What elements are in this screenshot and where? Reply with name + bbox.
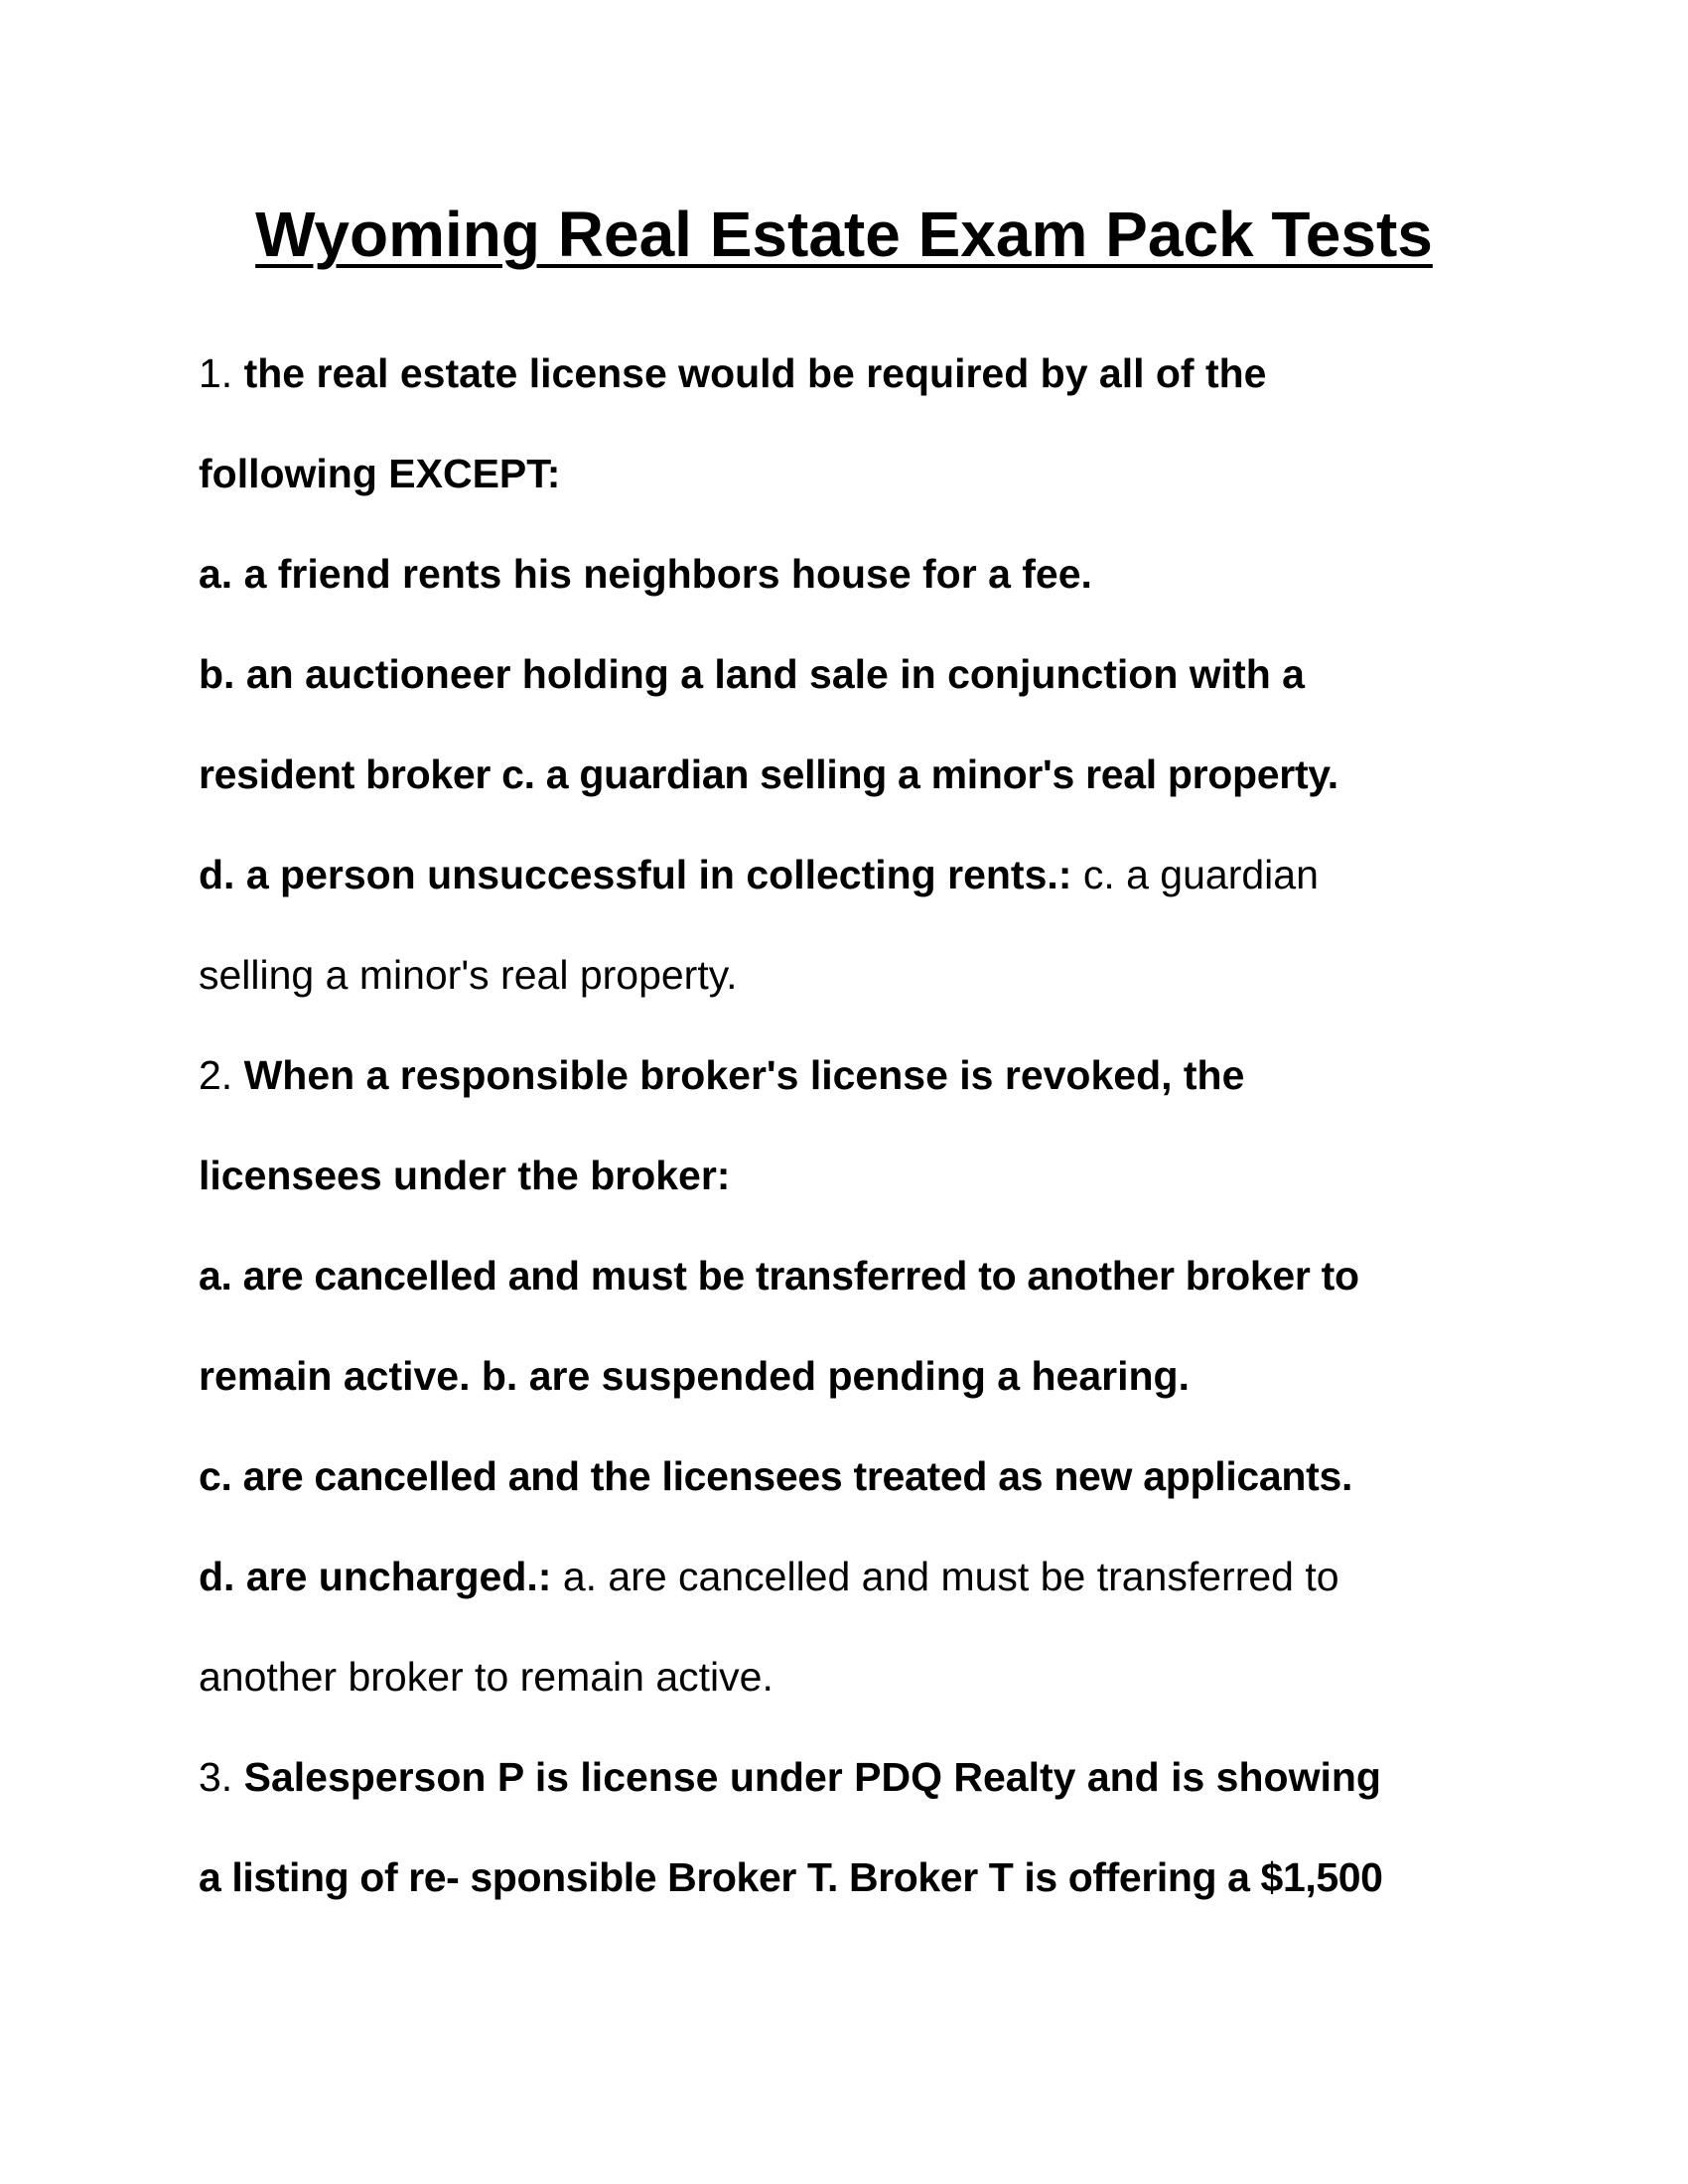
answer-option-line: resident broker c. a guardian selling a minor's real property. [199,751,1338,797]
question-2-prompt [199,1025,1509,1126]
question-prompt-line: the real estate license would be required by all of the [243,350,1267,396]
answer-option-line: a. are cancelled and must be transferred to another broker to [199,1253,1359,1298]
answer-option-line: d. are uncharged.: [199,1554,552,1599]
question-number: 1. [199,350,233,396]
question-number: 2. [199,1052,233,1098]
page-title: Wyoming Real Estate Exam Pack Tests [255,199,1433,270]
question-1-prompt [199,324,1509,424]
answer-option-line: d. a person unsuccessful in collecting rents.: [199,852,1072,897]
question-prompt-line: When a responsible broker's license is revoked, the [243,1052,1245,1098]
answer-option-line: b. an auctioneer holding a land sale in conjunction with a [199,651,1305,697]
correct-answer: a. are cancelled and must be transferred to [562,1554,1339,1599]
answer-option-line: c. are cancelled and the licensees treated as new applicants. [199,1453,1353,1499]
question-2-last-option [199,1527,1509,1627]
document-body [199,324,1509,1928]
answer-option-line: remain active. b. are suspended pending a hearing. [199,1353,1190,1399]
answer-option-line: a. a friend rents his neighbors house for a fee. [199,551,1092,597]
correct-answer-continuation: selling a minor's real property. [199,952,738,998]
question-prompt-line: Salesperson P is license under PDQ Realty and is showing [243,1754,1381,1800]
correct-answer: c. a guardian [1082,852,1319,897]
correct-answer-continuation: another broker to remain active. [199,1654,774,1700]
question-prompt-line: following EXCEPT: [199,451,561,496]
question-prompt-line: licensees under the broker: [199,1153,731,1198]
question-prompt-line: a listing of re- sponsible Broker T. Broker T is offering a $1,500 [199,1854,1383,1900]
question-3-prompt [199,1727,1509,1828]
question-number: 3. [199,1754,233,1800]
question-1-last-option [199,825,1509,925]
